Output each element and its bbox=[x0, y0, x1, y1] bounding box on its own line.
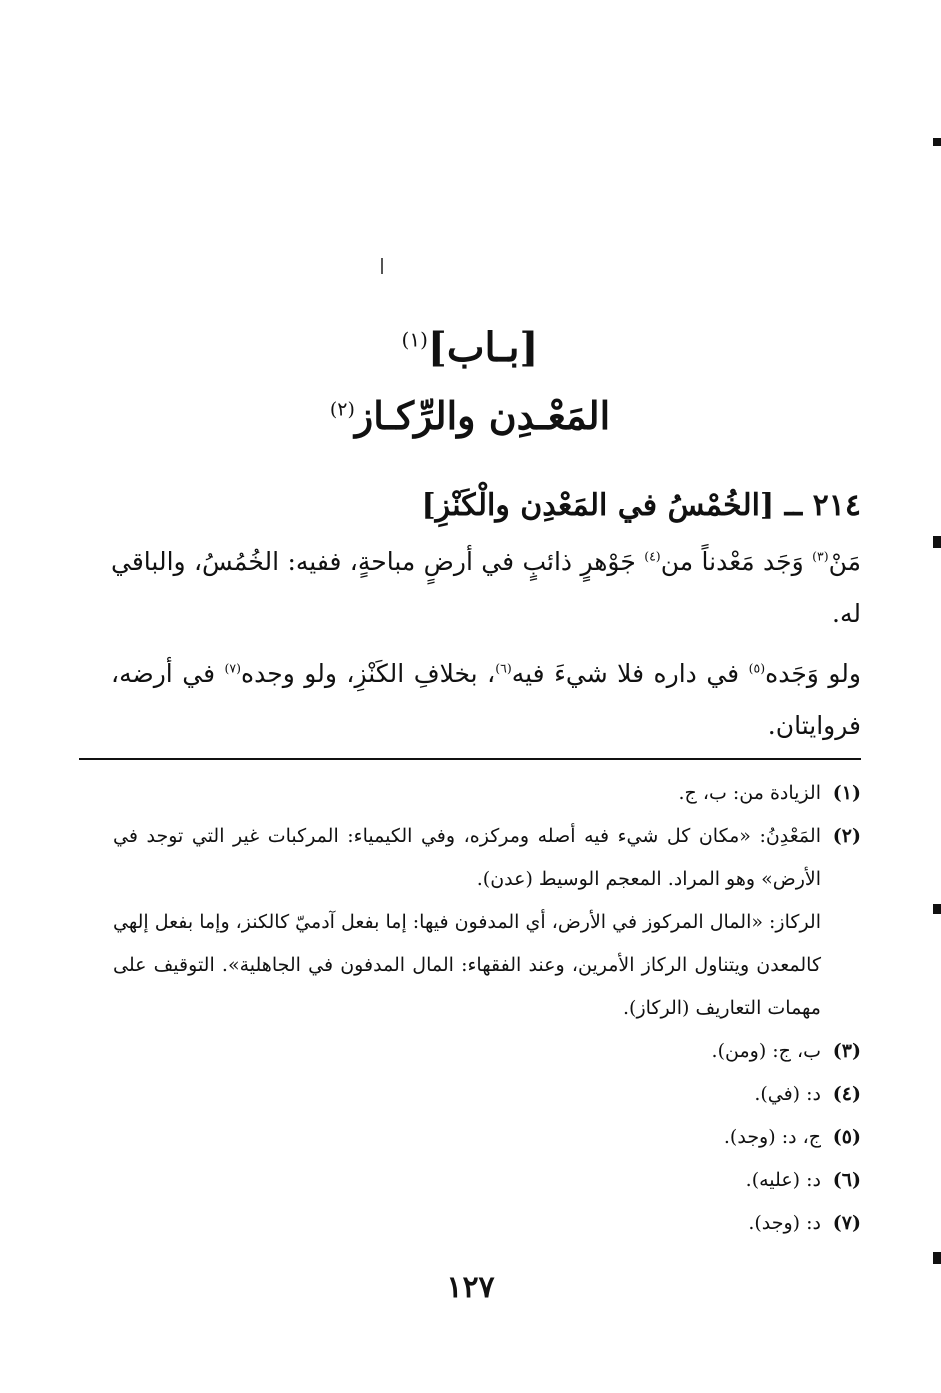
footnote-ref[interactable]: (٤) bbox=[644, 548, 661, 564]
scan-artifact bbox=[933, 904, 941, 914]
footnote-ref[interactable]: (٥) bbox=[748, 660, 766, 676]
scan-artifact bbox=[933, 536, 941, 548]
body-paragraph: مَنْ$^{(٣)}$ وَجَد مَعْدناً من$^{(٤)}$ جَوْهرٍ ذائبٍ في أرضٍ مباحةٍ، ففيه: الخُمُسُ، والباقي له. bbox=[111, 547, 861, 628]
section-214 bbox=[111, 482, 861, 752]
chapter-title: [بـاب]$^{(١)}$ bbox=[401, 324, 539, 371]
footnote-ref[interactable]: (٦) bbox=[495, 660, 512, 676]
footnote-text: المَعْدِنُ: «مكان كل شيء فيه أصله ومركزه، وفي الكيمياء: المركبات غير التي توجد في الأرض» وهو المراد. المعجم الوسيط (عدن). bbox=[113, 825, 821, 890]
footnote-ref[interactable]: (٢) bbox=[329, 398, 355, 421]
footnote-item bbox=[113, 1202, 861, 1245]
footnote-item bbox=[113, 901, 861, 1030]
footnotes bbox=[113, 772, 861, 1245]
footnote-number: (٢) bbox=[832, 825, 861, 847]
footnote-text: الزيادة من: ب، ج. bbox=[678, 782, 821, 804]
page-number: ١٢٧ bbox=[446, 1270, 495, 1305]
scan-artifact bbox=[933, 1252, 941, 1264]
footnote-ref[interactable]: (٧) bbox=[224, 660, 242, 676]
footnote-number: (٣) bbox=[832, 1040, 861, 1062]
footnote-text: ب، ج: (ومن). bbox=[711, 1040, 821, 1062]
footnote-number: (٤) bbox=[832, 1083, 861, 1105]
footnote-number: (١) bbox=[832, 782, 861, 804]
chapter-header bbox=[120, 318, 820, 446]
footnote-text: ج، د: (وجد). bbox=[723, 1126, 821, 1148]
footnote-item bbox=[113, 815, 861, 901]
footnote-number: (٥) bbox=[832, 1126, 861, 1148]
footnote-item bbox=[113, 1159, 861, 1202]
footnote-item bbox=[113, 1116, 861, 1159]
footnote-divider bbox=[79, 758, 861, 760]
footnote-text: د: (في). bbox=[754, 1083, 821, 1105]
footnote-item bbox=[113, 1030, 861, 1073]
footnote-ref[interactable]: (٣) bbox=[812, 548, 829, 564]
chapter-subtitle: المَعْـدِن والرِّكـاز$^{(٢)}$ bbox=[329, 393, 611, 438]
footnote-text: د: (وجد). bbox=[748, 1212, 821, 1234]
footnote-ref[interactable]: (١) bbox=[401, 327, 428, 352]
footnote-text: د: (عليه). bbox=[745, 1169, 821, 1191]
footnote-item bbox=[113, 772, 861, 815]
footnote-number: (٦) bbox=[832, 1169, 861, 1191]
scan-artifact bbox=[381, 258, 383, 274]
footnote-item bbox=[113, 1073, 861, 1116]
footnote-text: الركاز: «المال المركوز في الأرض، أي المدفون فيها: إما بفعل آدميّ كالكنز، وإما بفعل إلهي كالمعدن ويتناول الركاز الأمرين، وعند الفقهاء: المال المدفون في الجاهلية». التوقيف على مهمات التعاريف (الركاز). bbox=[113, 911, 821, 1019]
footnote-number: (٧) bbox=[832, 1212, 861, 1234]
body-paragraph: ولو وَجَده$^{(٥)}$ في داره فلا شيءَ فيه$^{(٦)}$، بخلافِ الكَنْزِ، ولو وجده$^{(٧)}$ في أرضه، فروايتان. bbox=[111, 659, 861, 740]
section-heading: ٢١٤ ــ [الخُمْسُ في المَعْدِن والْكَنْزِ] bbox=[421, 488, 861, 523]
scan-artifact bbox=[933, 138, 941, 146]
